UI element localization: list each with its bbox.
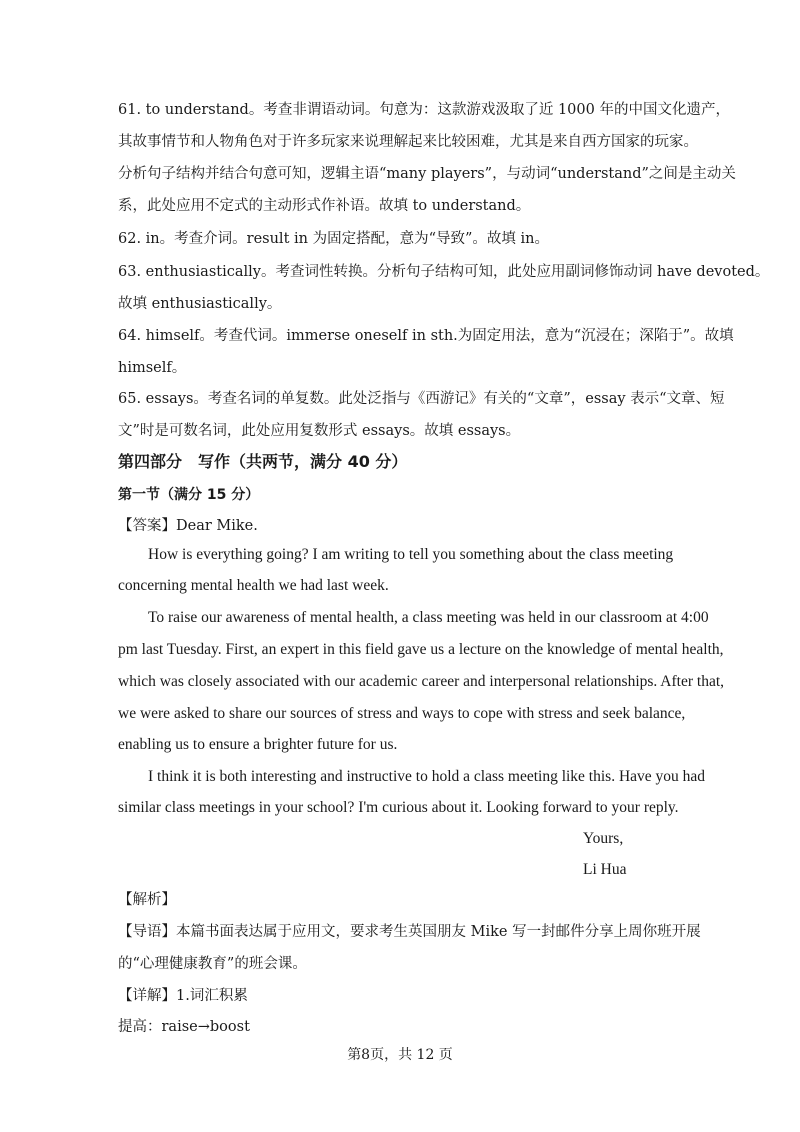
letter-line: which was closely associated with our academic career and interpersonal relationships. After that, (118, 673, 724, 690)
vocab-improve: 提高：raise→boost (118, 1019, 250, 1035)
detail-label: 【详解】1.词汇积累 (118, 988, 248, 1004)
answer-label: 【答案】Dear Mike. (118, 518, 258, 534)
explanation-line: 63. enthusiastically。考查词性转换。分析句子结构可知，此处应用副词修饰动词 have devoted。 (118, 264, 770, 280)
letter-line: enabling us to ensure a brighter future for us. (118, 736, 398, 753)
subsection-title: 第一节（满分 15 分） (118, 487, 260, 503)
guide-line: 【导语】本篇书面表达属于应用文，要求考生英国朋友 Mike 写一封邮件分享上周你班开展 (118, 924, 701, 940)
letter-line: pm last Tuesday. First, an expert in this field gave us a lecture on the knowledge of mental health, (118, 641, 724, 658)
page-number: 第8页，共 12 页 (347, 1047, 453, 1063)
explanation-line: 故填 enthusiastically。 (118, 296, 282, 312)
explanation-line: 其故事情节和人物角色对于许多玩家来说理解起来比较困难，尤其是来自西方国家的玩家。 (118, 134, 698, 150)
letter-line: we were asked to share our sources of stress and ways to cope with stress and seek balance, (118, 705, 686, 722)
letter-closing: Yours, (583, 830, 624, 847)
explanation-line: 61. to understand。考查非谓语动词。句意为：这款游戏汲取了近 1000 年的中国文化遗产， (118, 102, 730, 118)
analysis-label: 【解析】 (118, 892, 176, 908)
letter-line: similar class meetings in your school? I'm curious about it. Looking forward to your reply. (118, 799, 679, 816)
explanation-line: 62. in。考查介词。result in 为固定搭配，意为“导致”。故填 in。 (118, 231, 550, 247)
letter-line: concerning mental health we had last week. (118, 577, 389, 594)
explanation-line: 64. himself。考查代词。immerse oneself in sth.为固定用法，意为“沉浸在；深陷于”。故填 (118, 328, 734, 344)
explanation-line: himself。 (118, 360, 187, 376)
letter-line: To raise our awareness of mental health, a class meeting was held in our classroom at 4:00 (148, 609, 709, 626)
explanation-line: 文”时是可数名词，此处应用复数形式 essays。故填 essays。 (118, 423, 521, 439)
explanation-line: 分析句子结构并结合句意可知，逻辑主语“many players”，与动词“understand”之间是主动关 (118, 166, 736, 182)
letter-line: I think it is both interesting and instructive to hold a class meeting like this. Have you had (148, 768, 706, 785)
explanation-line: 65. essays。考查名词的单复数。此处泛指与《西游记》有关的“文章”，essay 表示“文章、短 (118, 391, 725, 407)
letter-line: How is everything going? I am writing to tell you something about the class meeting (148, 546, 674, 563)
section-title: 第四部分 写作（共两节，满分 40 分） (118, 452, 408, 471)
guide-line: 的“心理健康教育”的班会课。 (118, 956, 307, 972)
letter-signature: Li Hua (583, 861, 627, 878)
explanation-line: 系，此处应用不定式的主动形式作补语。故填 to understand。 (118, 198, 531, 214)
